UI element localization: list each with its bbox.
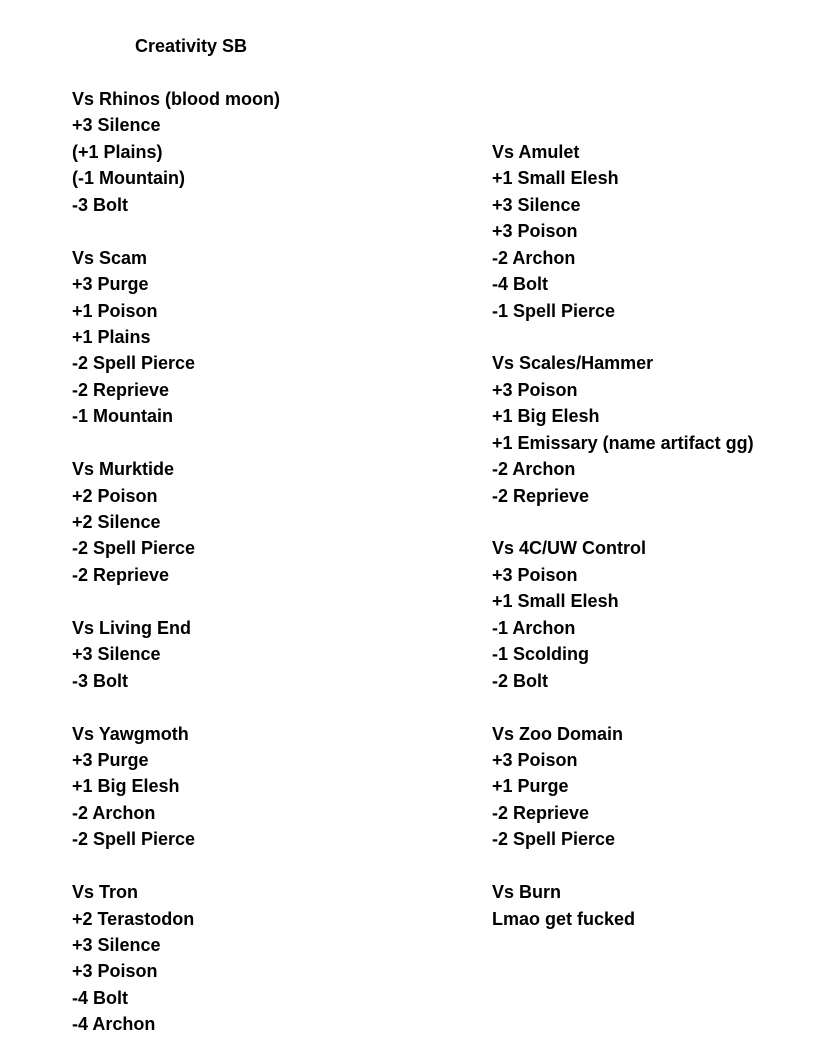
text-line: +3 Silence <box>72 115 161 136</box>
blank-line <box>492 89 754 115</box>
text-line: +2 Terastodon <box>72 908 195 929</box>
text-line: -3 Bolt <box>72 194 128 215</box>
text-line: -4 Bolt <box>72 987 128 1008</box>
left-column <box>72 89 280 1041</box>
text-line: -2 Archon <box>492 247 576 268</box>
text-line: +3 Purge <box>72 749 149 770</box>
blank-line <box>72 856 280 882</box>
text-line: -2 Archon <box>492 459 576 480</box>
text-line: -1 Scolding <box>492 644 590 665</box>
blank-line <box>492 697 754 723</box>
text-line: (+1 Plains) <box>72 141 163 162</box>
text-line: +1 Poison <box>72 300 158 321</box>
text-line: +2 Silence <box>72 512 161 532</box>
text-line: +1 Emissary (name artifact gg) <box>492 432 754 453</box>
blank-line <box>72 433 280 459</box>
text-line: -2 Spell Pierce <box>72 829 196 850</box>
document-title: Creativity SB <box>135 36 248 56</box>
text-line: Vs Rhinos (blood moon) <box>72 89 280 109</box>
text-line: (-1 Mountain) <box>72 168 185 189</box>
text-line: Lmao get fucked <box>492 908 636 929</box>
text-line: +3 Silence <box>72 935 161 955</box>
text-line: -2 Spell Pierce <box>72 538 196 559</box>
text-line: Vs Murktide <box>72 459 175 480</box>
text-line: +3 Purge <box>72 274 149 295</box>
text-line: Vs Zoo Domain <box>492 723 624 744</box>
text-line: +3 Poison <box>492 564 578 585</box>
blank-line <box>492 327 754 353</box>
text-line: +2 Poison <box>72 485 158 506</box>
text-line: -2 Reprieve <box>492 485 590 506</box>
text-line: +1 Plains <box>72 326 151 347</box>
text-line: +1 Small Elesh <box>492 168 619 189</box>
text-line: +3 Silence <box>492 194 581 215</box>
text-line: -4 Archon <box>72 1014 156 1035</box>
text-line: -2 Bolt <box>492 670 548 691</box>
text-line: Vs Scam <box>72 247 148 268</box>
blank-line <box>72 697 280 723</box>
blank-line <box>492 115 754 141</box>
text-line: Vs Living End <box>72 617 192 638</box>
text-line: -2 Reprieve <box>72 379 170 400</box>
text-line: +3 Poison <box>492 749 578 770</box>
text-line: Vs Tron <box>72 882 139 903</box>
text-line: +3 Poison <box>492 379 578 400</box>
text-line: -2 Spell Pierce <box>72 353 196 374</box>
text-line: Vs Burn <box>492 882 562 903</box>
text-line: -3 Bolt <box>72 670 128 691</box>
text-line: -4 Bolt <box>492 274 548 295</box>
blank-line <box>72 221 280 247</box>
text-line: -2 Archon <box>72 802 156 823</box>
text-line: -2 Reprieve <box>492 802 590 823</box>
text-line: -1 Spell Pierce <box>492 300 616 321</box>
text-line: Vs Scales/Hammer <box>492 353 654 374</box>
text-line: +1 Big Elesh <box>72 776 180 797</box>
blank-line <box>72 591 280 617</box>
right-column <box>492 89 754 935</box>
text-line: Vs Yawgmoth <box>72 723 189 744</box>
text-line: +1 Purge <box>492 776 569 797</box>
blank-line <box>492 512 754 538</box>
text-line: -2 Spell Pierce <box>492 829 616 850</box>
text-line: +3 Silence <box>72 644 161 665</box>
text-line: -1 Archon <box>492 617 576 638</box>
blank-line <box>492 856 754 882</box>
text-line: -2 Reprieve <box>72 564 170 585</box>
text-line: +3 Poison <box>72 961 158 982</box>
text-line: Vs Amulet <box>492 141 580 162</box>
text-line: +1 Small Elesh <box>492 591 619 612</box>
text-line: -1 Mountain <box>72 406 173 427</box>
text-line: Vs 4C/UW Control <box>492 538 647 559</box>
text-line: +1 Big Elesh <box>492 406 600 427</box>
text-line: +3 Poison <box>492 221 578 242</box>
